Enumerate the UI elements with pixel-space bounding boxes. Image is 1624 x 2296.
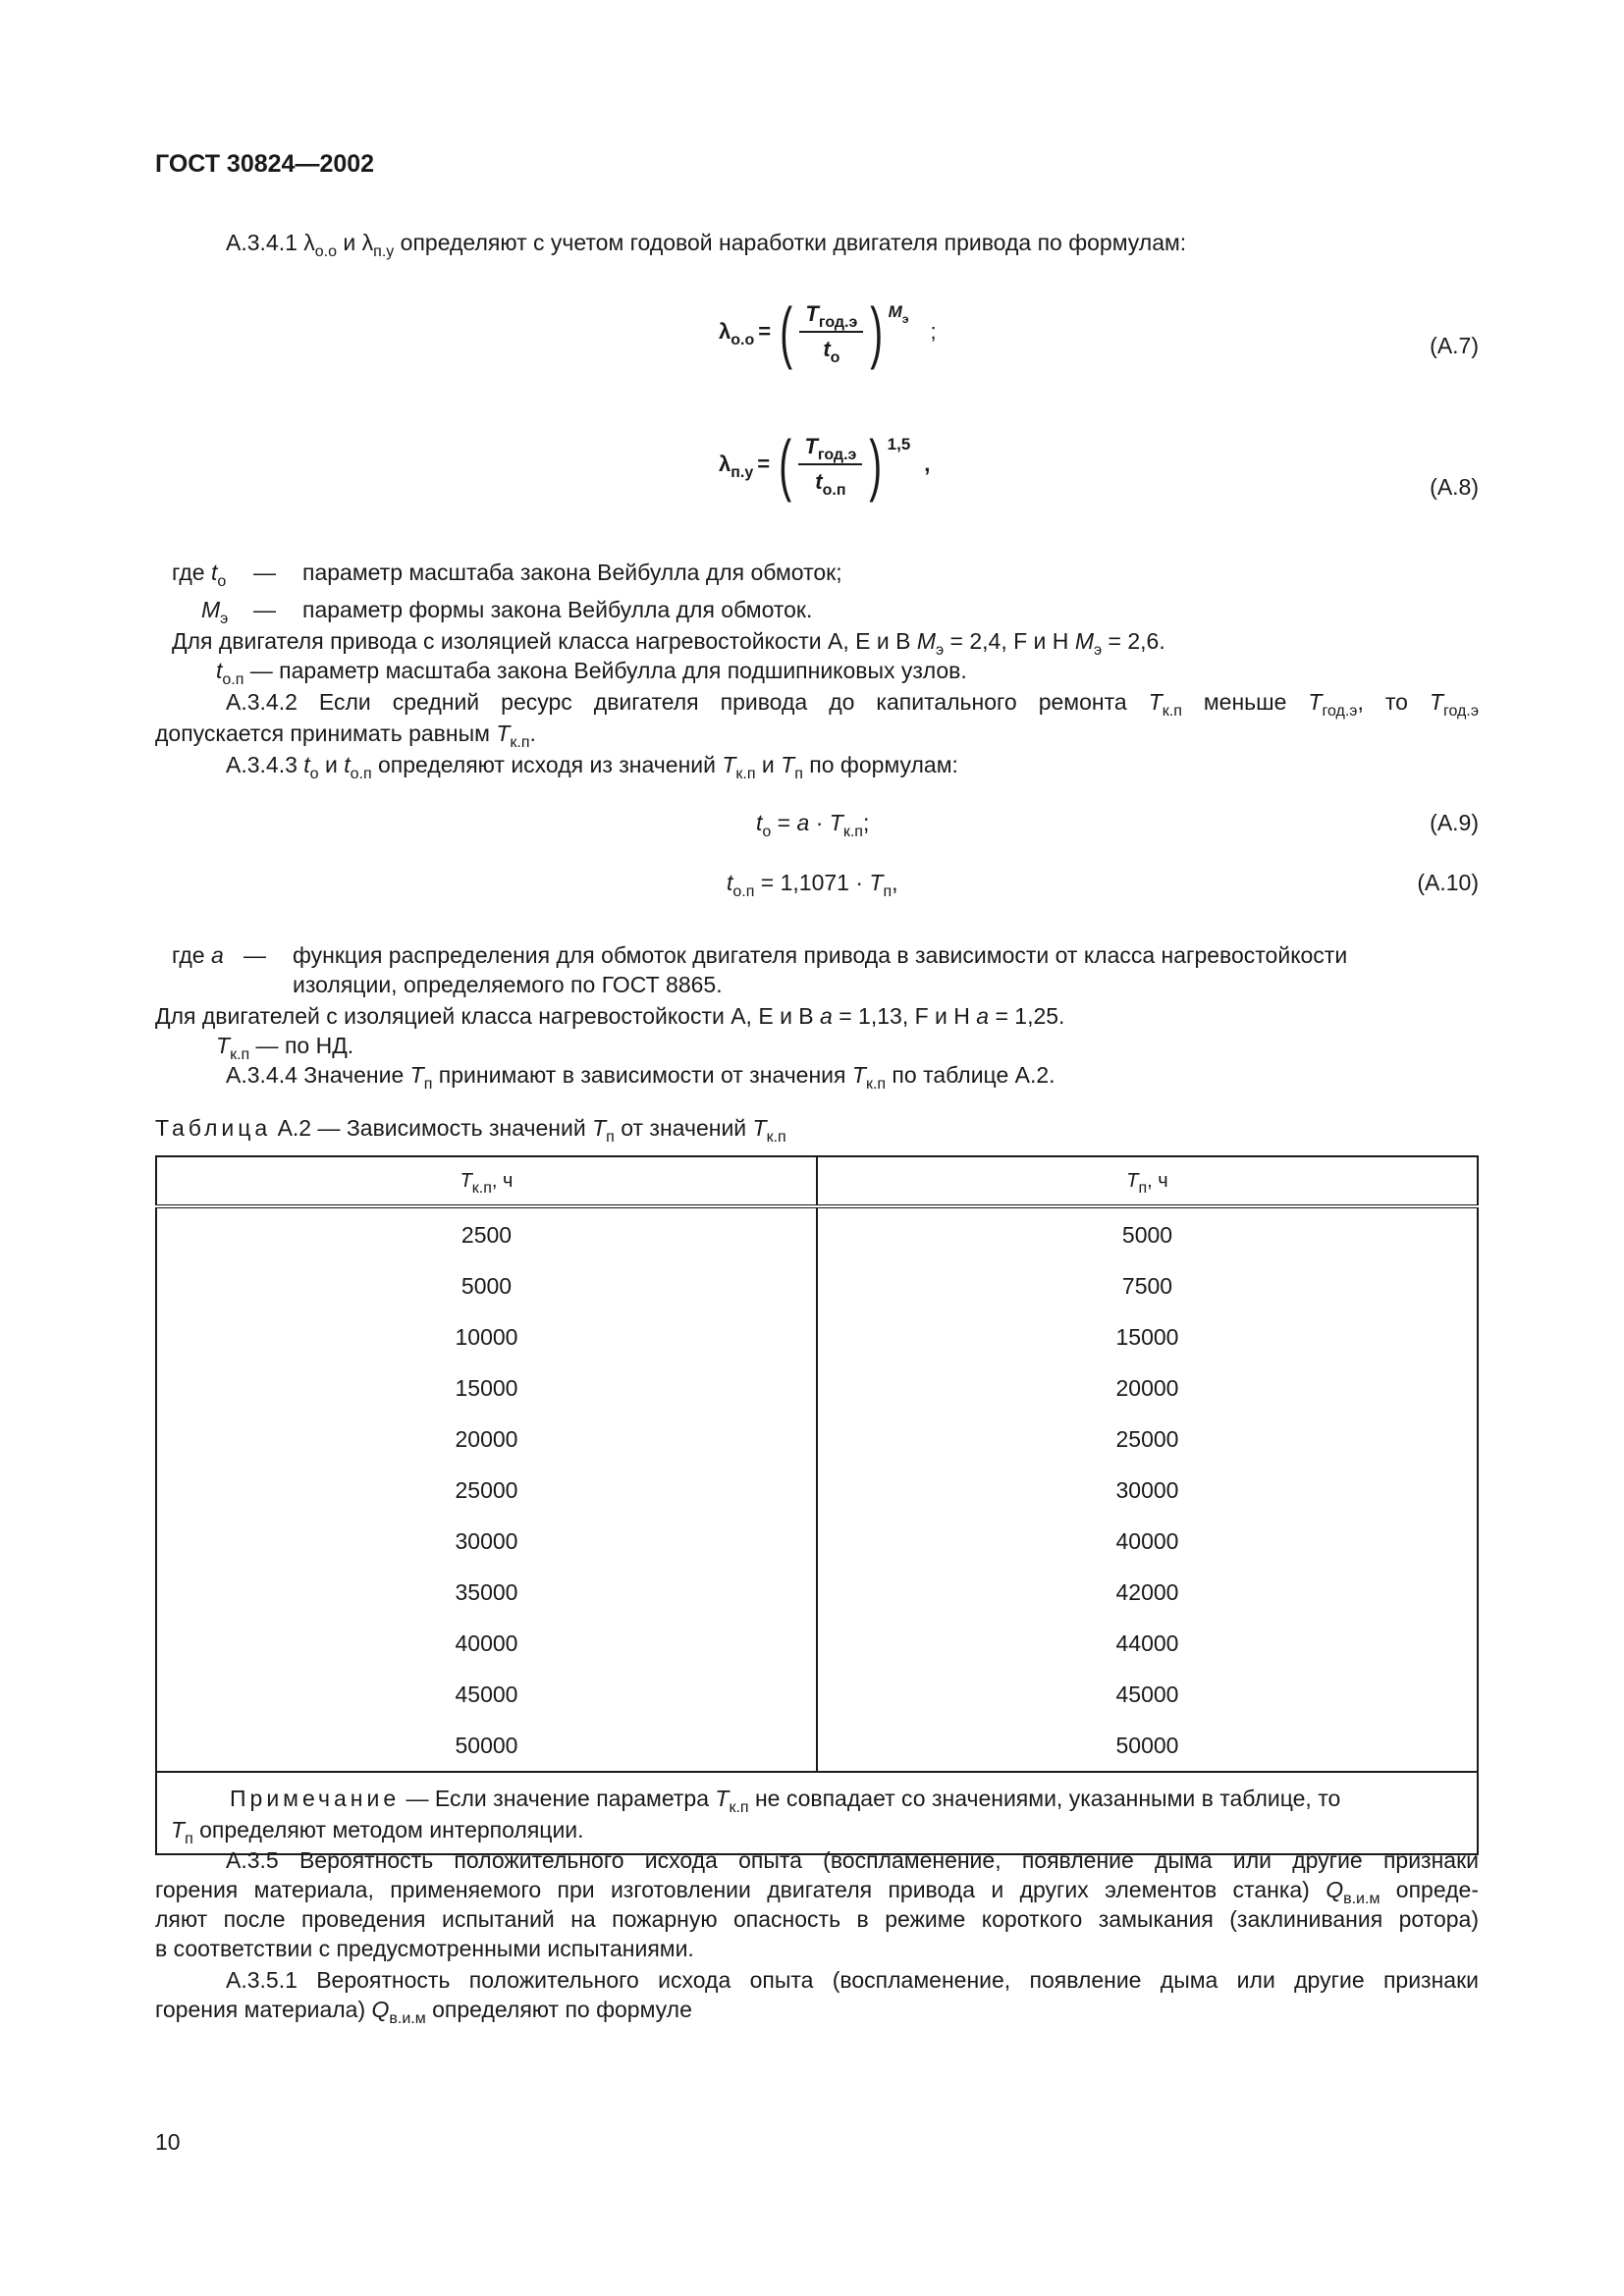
table-cell-tkp: 10000	[156, 1311, 817, 1362]
paragraph-a351-line1: А.3.5.1 Вероятность положительного исхода опыта (воспламенение, появление дыма или другие признаки	[226, 1967, 1479, 1993]
where-t-description: параметр масштаба закона Вейбулла для обмоток;	[302, 560, 842, 585]
table-cell-tp: 25000	[817, 1414, 1478, 1465]
table-cell-tkp: 40000	[156, 1618, 817, 1669]
table-row	[156, 1516, 1478, 1567]
paragraph-a35-line1: А.3.5 Вероятность положительного исхода опыта (воспламенение, появление дыма или другие признаки	[226, 1847, 1479, 1873]
paragraph-a342-line2: допускается принимать равным $T_{к.п}$.	[155, 721, 536, 751]
table-row	[156, 1465, 1478, 1516]
table-cell-tp: 5000	[817, 1206, 1478, 1260]
paragraph-a343: А.3.4.3 $t_о$ и $t_{о.п}$ определяют исходя из значений $T_{к.п}$ и $T_п$ по формулам:	[226, 752, 958, 782]
table-cell-tkp: 2500	[156, 1206, 817, 1260]
table-cell-tkp: 35000	[156, 1567, 817, 1618]
paragraph-insulation: Для двигателя привода с изоляцией класса нагревостойкости А, Е и В $M_э = 2,4$, F и Н $M_э = 2,6$.	[172, 628, 1165, 659]
table-cell-tkp: 50000	[156, 1720, 817, 1772]
table-cell-tp: 50000	[817, 1720, 1478, 1772]
where-m-description: параметр формы закона Вейбулла для обмоток.	[302, 597, 813, 622]
paragraph-a351-line2: горения материала) $Q_{в.и.м}$ определяют по формуле	[155, 1997, 692, 2027]
table-cell-tkp: 25000	[156, 1465, 817, 1516]
table-cell-tp: 42000	[817, 1567, 1478, 1618]
table-cell-tp: 45000	[817, 1669, 1478, 1720]
table-row	[156, 1618, 1478, 1669]
paragraph-a342-line1: А.3.4.2 Если средний ресурс двигателя привода до капитального ремонта $T_{к.п}$ меньше $T_{год.э}$, то $T_{год.э}$	[226, 689, 1479, 720]
paragraph-a35-line3: ляют после проведения испытаний на пожарную опасность в режиме короткого замыкания (заклинивания ротора)	[155, 1906, 1479, 1932]
table-row	[156, 1669, 1478, 1720]
where-dash: —	[253, 597, 276, 622]
table-header-tkp: $T_{к.п}$, ч	[156, 1156, 817, 1206]
where-dash: —	[244, 942, 266, 968]
paragraph-top: $t_{о.п}$ — параметр масштаба закона Вейбулла для подшипниковых узлов.	[216, 658, 967, 688]
where-dash: —	[253, 560, 276, 585]
table-cell-tkp: 5000	[156, 1260, 817, 1311]
page-number: 10	[155, 2129, 181, 2155]
paragraph-a341: А.3.4.1 $\lambda_{о.о}$ и $\lambda_{п.у}$ определяют с учетом годовой наработки двигателя привода по формулам:	[226, 230, 1187, 260]
table-row	[156, 1206, 1478, 1260]
paragraph-a344: А.3.4.4 Значение $T_п$ принимают в зависимости от значения $T_{к.п}$ по таблице А.2.	[226, 1062, 1056, 1093]
table-row	[156, 1362, 1478, 1414]
formula-a9: $t_о = a \cdot T_{к.п}$;	[756, 810, 870, 840]
table-a2	[155, 1155, 1479, 1855]
where-label: где $t_о$	[172, 560, 227, 590]
table-caption: Таблица А.2 — Зависимость значений $T_п$ от значений $T_{к.п}$	[155, 1115, 786, 1146]
paragraph-a35-line2: горения материала, применяемого при изготовлении двигателя привода и других элементов станка) $Q_{в.и.м}$ опреде-	[155, 1877, 1480, 1907]
paragraph-a35-line4: в соответствии с предусмотренными испытаниями.	[155, 1936, 694, 1961]
document-header: ГОСТ 30824—2002	[155, 150, 375, 178]
table-row	[156, 1260, 1478, 1311]
table-cell-tp: 44000	[817, 1618, 1478, 1669]
table-cell-tp: 30000	[817, 1465, 1478, 1516]
formula-a7: $\lambda_{о.о}$ = ( $\frac{T_{год.э}}{t_о}$ ) $M_э$ ;	[719, 294, 937, 370]
where-label: где a	[172, 942, 224, 968]
table-cell-tkp: 45000	[156, 1669, 817, 1720]
table-cell-tp: 40000	[817, 1516, 1478, 1567]
equation-number-a8: (А.8)	[1430, 474, 1479, 500]
table-row	[156, 1414, 1478, 1465]
table-cell-tp: 20000	[817, 1362, 1478, 1414]
table-cell-tkp: 30000	[156, 1516, 817, 1567]
table-row	[156, 1311, 1478, 1362]
where-a-description-2: изоляции, определяемого по ГОСТ 8865.	[293, 972, 723, 997]
table-row	[156, 1720, 1478, 1772]
table-cell-tkp: 15000	[156, 1362, 817, 1414]
formula-a8: $\lambda_{п.у}$ = ( $\frac{T_{год.э}}{t_{о.п}}$ ) 1,5 ,	[719, 426, 931, 503]
where-m-var: $M_э$	[201, 597, 229, 627]
paragraph-dvigateli: Для двигателей с изоляцией класса нагревостойкости А, Е и В a = 1,13, F и Н a = 1,25.	[155, 1003, 1065, 1029]
paragraph-tkp: $T_{к.п}$ — по НД.	[216, 1033, 354, 1063]
formula-a10: $t_{о.п} = 1,1071 \cdot T_п$,	[727, 870, 898, 900]
equation-number-a10: (А.10)	[1417, 870, 1479, 895]
table-header-tp: $T_п$, ч	[817, 1156, 1478, 1206]
where-a-description-1: функция распределения для обмоток двигателя привода в зависимости от класса нагревостойкости	[293, 942, 1348, 968]
table-cell-tp: 15000	[817, 1311, 1478, 1362]
equation-number-a7: (А.7)	[1430, 333, 1479, 358]
table-cell-tp: 7500	[817, 1260, 1478, 1311]
table-row	[156, 1567, 1478, 1618]
table-note: Примечание — Если значение параметра $T_{к.п}$ не совпадает со значениями, указанными в таблице, то $T_п$ определяют методом интерполяции.	[156, 1772, 1478, 1854]
table-cell-tkp: 20000	[156, 1414, 817, 1465]
equation-number-a9: (А.9)	[1430, 810, 1479, 835]
